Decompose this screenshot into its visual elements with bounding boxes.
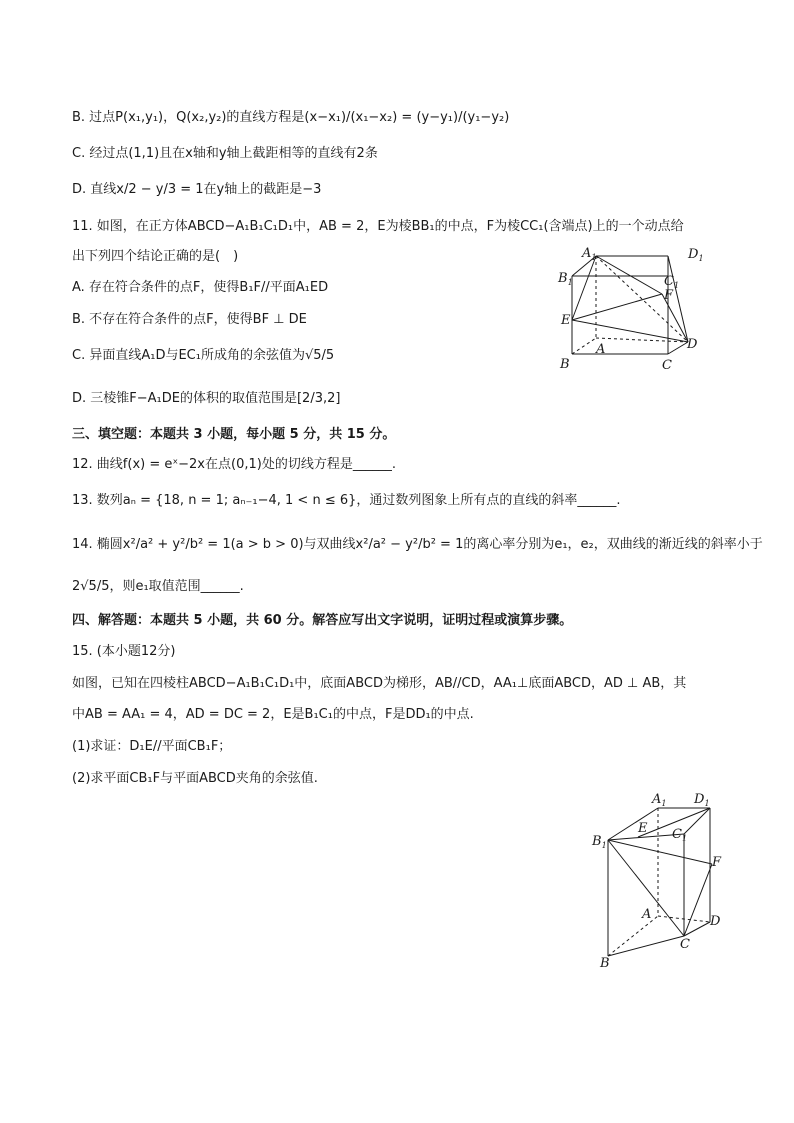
label-b: B [600,956,610,971]
label-b1: $B_1$ [592,834,607,850]
label-a1: $A_1$ [582,246,597,262]
question-14-cont: 2√5/5，则e₁取值范围______. [72,579,244,594]
question-12: 12. 曲线f(x) = eˣ−2x在点(0,1)处的切线方程是______. [72,457,396,472]
question-14: 14. 椭圆x²/a² + y²/b² = 1(a > b > 0)与双曲线x²/a² − y²/b² = 1的离心率分别为e₁，e₂，双曲线的渐近线的斜率小于 [72,537,763,552]
label-b1: $B_1$ [558,271,573,287]
label-d: D [710,914,721,929]
label-c1: $C_1$ [672,827,688,843]
section-4-heading: 四、解答题：本题共 5 小题，共 60 分。解答应写出文字说明，证明过程或演算步骤。 [72,613,573,628]
question-15-part-2: (2)求平面CB₁F与平面ABCD夹角的余弦值. [72,771,318,786]
cube-svg [552,242,712,377]
label-c: C [662,358,672,373]
q11-option-a: A. 存在符合条件的点F，使得B₁F//平面A₁ED [72,280,329,295]
question-15-part-1: (1)求证：D₁E//平面CB₁F； [72,739,232,754]
question-15-stem: 如图，已知在四棱柱ABCD−A₁B₁C₁D₁中，底面ABCD为梯形，AB//CD，AA₁⊥底面ABCD，AD ⊥ AB，其 [72,676,687,691]
q11-option-b: B. 不存在符合条件的点F，使得BF ⊥ DE [72,312,307,327]
label-d: D [687,337,698,352]
option-d-y-intercept: D. 直线x/2 − y/3 = 1在y轴上的截距是−3 [72,182,322,197]
question-15-stem-cont: 中AB = AA₁ = 4，AD = DC = 2，E是B₁C₁的中点，F是DD₁的中点. [72,707,474,722]
prism-svg [588,786,738,972]
option-b-line-equation: B. 过点P(x₁,y₁)，Q(x₂,y₂)的直线方程是(x−x₁)/(x₁−x₂) = (y−y₁)/(y₁−y₂) [72,110,510,125]
option-c-equal-intercepts: C. 经过点(1,1)且在x轴和y轴上截距相等的直线有2条 [72,146,378,161]
question-11-stem: 11. 如图，在正方体ABCD−A₁B₁C₁D₁中，AB = 2，E为棱BB₁的中点，F为棱CC₁(含端点)上的一个动点给 [72,219,684,234]
question-11-stem-cont: 出下列四个结论正确的是( ) [72,249,239,264]
cube-figure [552,242,712,381]
q11-option-c: C. 异面直线A₁D与EC₁所成角的余弦值为√5/5 [72,348,335,363]
label-f: F [712,855,722,870]
label-d1: $D_1$ [688,247,704,263]
label-d1: $D_1$ [694,792,710,808]
label-a: A [642,907,652,922]
label-e: E [561,313,571,328]
label-a: A [596,342,606,357]
section-3-heading: 三、填空题：本题共 3 小题，每小题 5 分，共 15 分。 [72,427,396,442]
label-c1: $C_1$ [664,274,680,290]
label-f: F [664,288,674,303]
label-e: E [638,821,648,836]
label-c: C [680,937,690,952]
label-a1: $A_1$ [652,792,667,808]
question-13: 13. 数列aₙ = {18, n = 1; aₙ₋₁−4, 1 < n ≤ 6}，通过数列图象上所有点的直线的斜率______. [72,493,621,508]
prism-figure [588,786,738,976]
label-b: B [560,357,570,372]
q11-option-d: D. 三棱锥F−A₁DE的体积的取值范围是[2/3,2] [72,391,341,406]
question-15-header: 15. (本小题12分) [72,644,176,659]
